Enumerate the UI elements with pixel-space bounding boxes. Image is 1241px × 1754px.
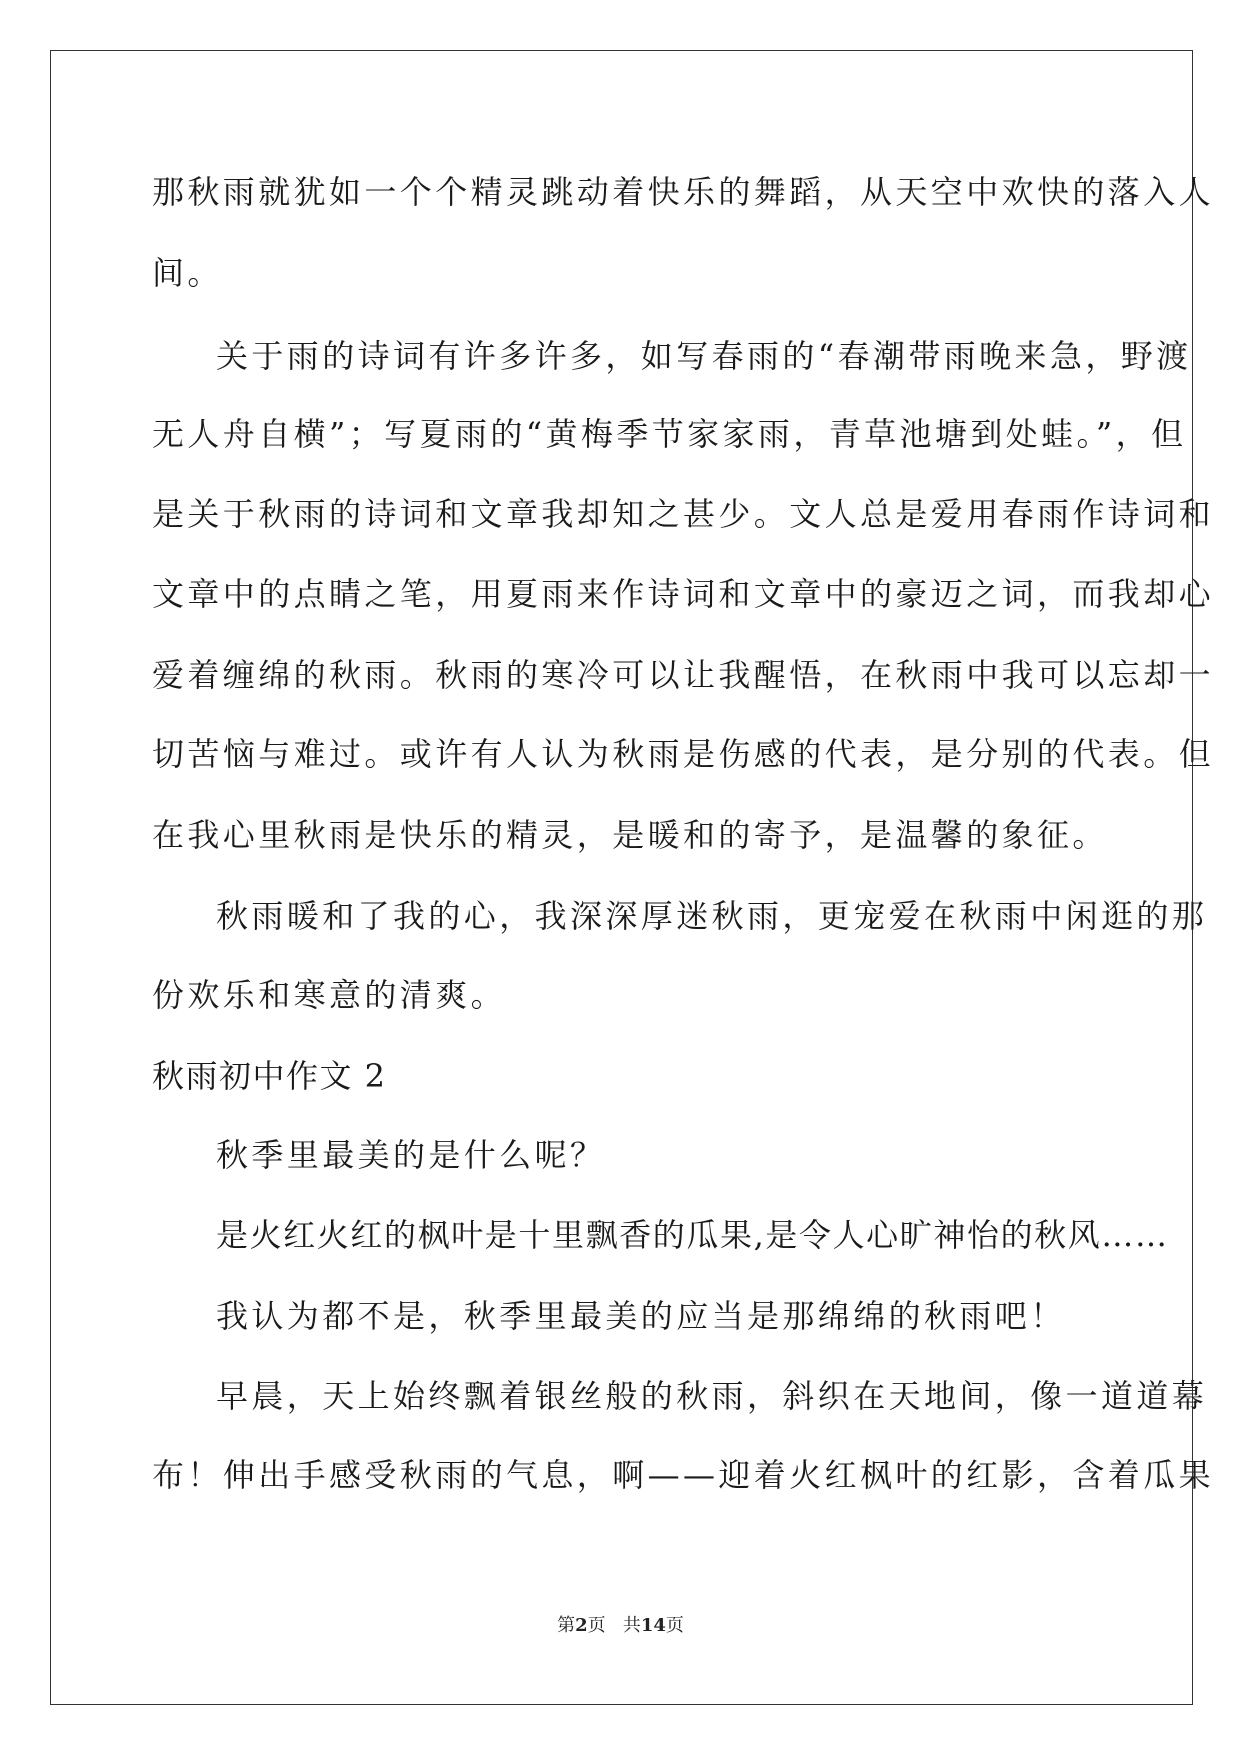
footer-page-word: 页 <box>587 1615 606 1636</box>
paragraph-line: 间。 <box>152 254 223 292</box>
total-pages-number: 14 <box>640 1615 666 1636</box>
paragraph-line: 爱着缠绵的秋雨。秋雨的寒冷可以让我醒悟，在秋雨中我可以忘却一 <box>152 656 1215 694</box>
current-page-number: 2 <box>575 1615 588 1636</box>
paragraph-line: 秋季里最美的是什么呢？ <box>216 1136 606 1174</box>
paragraph-line: 布！伸出手感受秋雨的气息，啊——迎着火红枫叶的红影，含着瓜果 <box>152 1456 1215 1494</box>
footer-prefix: 第 <box>557 1615 576 1636</box>
section-heading: 秋雨初中作文 2 <box>152 1057 387 1095</box>
paragraph-line: 切苦恼与难过。或许有人认为秋雨是伤感的代表，是分别的代表。但 <box>152 735 1215 773</box>
page-footer <box>0 1614 1241 1638</box>
paragraph-line: 秋雨暖和了我的心，我深深厚迷秋雨，更宠爱在秋雨中闲逛的那 <box>216 897 1208 935</box>
paragraph-line: 是火红火红的枫叶是十里飘香的瓜果,是令人心旷神怡的秋风…… <box>216 1216 1169 1254</box>
paragraph-line: 早晨，天上始终飘着银丝般的秋雨，斜织在天地间，像一道道幕 <box>216 1377 1208 1415</box>
paragraph-line: 是关于秋雨的诗词和文章我却知之甚少。文人总是爱用春雨作诗词和 <box>152 495 1215 533</box>
paragraph-line: 我认为都不是，秋季里最美的应当是那绵绵的秋雨吧！ <box>216 1297 1066 1335</box>
paragraph-line: 关于雨的诗词有许多许多，如写春雨的“春潮带雨晚来急，野渡 <box>216 337 1192 375</box>
paragraph-line: 那秋雨就犹如一个个精灵跳动着快乐的舞蹈，从天空中欢快的落入人 <box>152 173 1215 211</box>
footer-total-suffix: 页 <box>665 1615 684 1636</box>
footer-total-prefix: 共 <box>622 1615 641 1636</box>
paragraph-line: 在我心里秋雨是快乐的精灵，是暖和的寄予，是温馨的象征。 <box>152 816 1108 854</box>
paragraph-line: 份欢乐和寒意的清爽。 <box>152 976 507 1014</box>
paragraph-line: 文章中的点睛之笔，用夏雨来作诗词和文章中的豪迈之词，而我却心 <box>152 575 1215 613</box>
paragraph-line: 无人舟自横”；写夏雨的“黄梅季节家家雨，青草池塘到处蛙。”，但 <box>152 415 1187 453</box>
